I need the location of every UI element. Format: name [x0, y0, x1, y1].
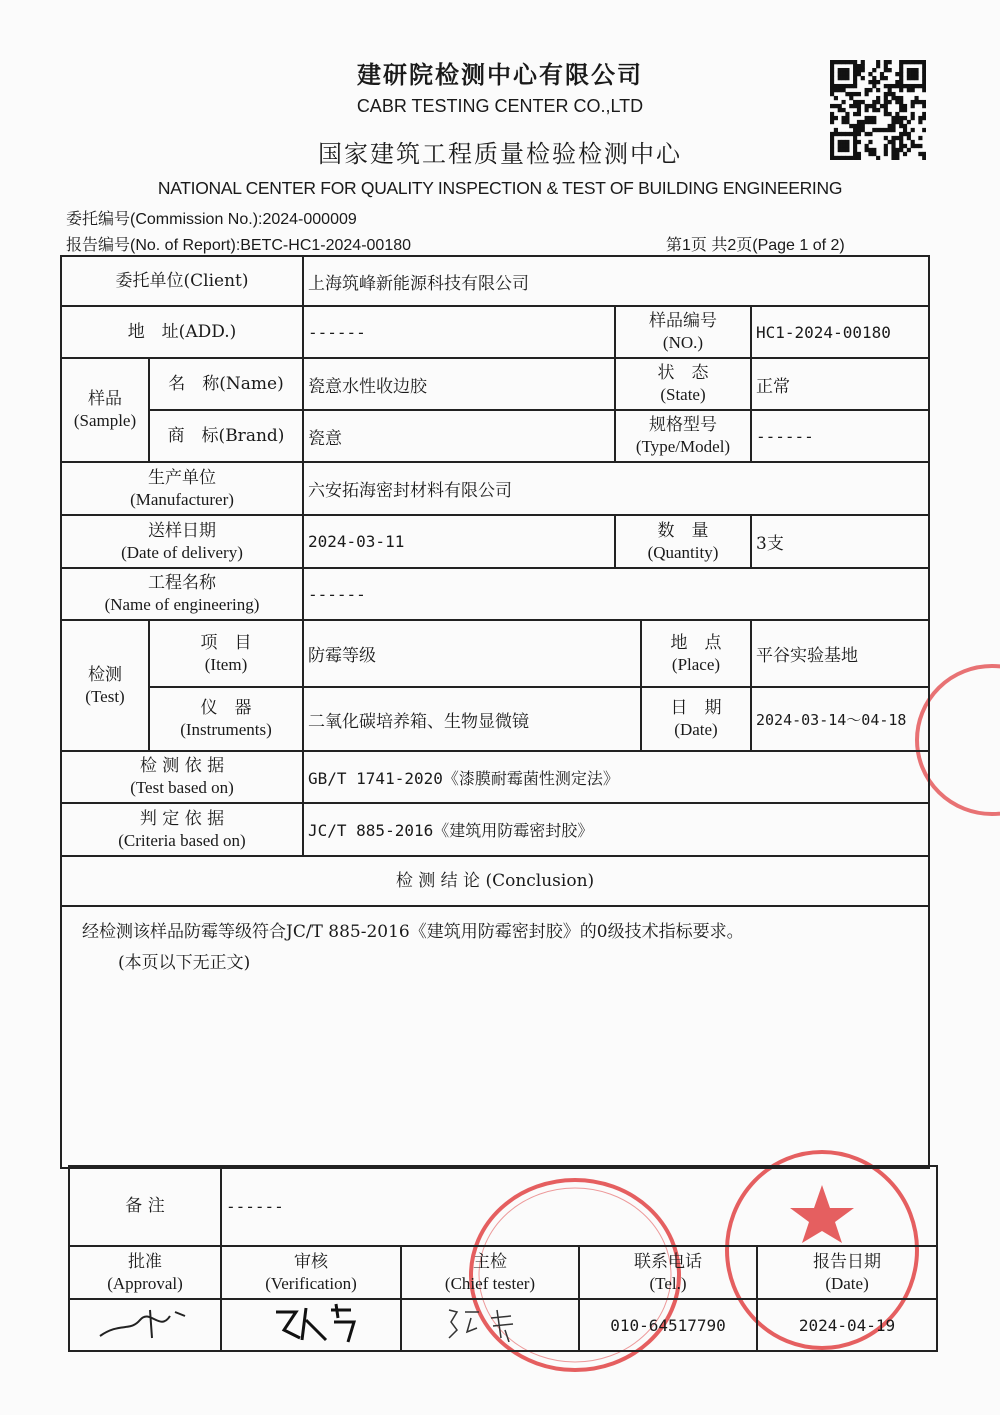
qr-module — [891, 124, 895, 128]
qr-module — [861, 120, 865, 124]
place-label-en: (Place) — [671, 654, 721, 674]
qr-module — [834, 128, 838, 132]
verification-label: 审核 — [294, 1251, 328, 1272]
item-value: 防霉等级 — [303, 620, 641, 687]
quantity-value: 3支 — [751, 515, 929, 568]
tel-label: 联系电话 — [634, 1251, 702, 1272]
approval-label: 批准 — [128, 1251, 162, 1272]
engineering-label-en: (Name of engineering) — [104, 595, 260, 614]
approval-label-en: (Approval) — [107, 1273, 183, 1293]
sample-no-value: HC1-2024-00180 — [751, 306, 929, 358]
report-table — [60, 255, 930, 1169]
manufacturer-label-en: (Manufacturer) — [130, 489, 234, 509]
criteria-label: 判 定 依 据 — [139, 808, 225, 829]
qr-module — [918, 120, 922, 124]
tel-value: 010-64517790 — [579, 1299, 757, 1351]
report-date-label: 报告日期 — [813, 1251, 882, 1272]
quantity-label: 数 量 — [657, 520, 709, 541]
item-label-en: (Item) — [204, 654, 248, 674]
basis-label: 检 测 依 据 — [139, 756, 225, 776]
place-label: 地 点 — [670, 632, 722, 653]
page-number: 第1页 共2页(Page 1 of 2) — [666, 237, 845, 254]
chief-tester-signature-icon — [435, 1302, 545, 1342]
report-date-label-en: (Date) — [825, 1273, 869, 1293]
instruments-value: 二氧化碳培养箱、生物显微镜 — [303, 687, 641, 751]
sample-no-label-en: (NO.) — [662, 333, 704, 352]
qr-module — [888, 128, 892, 132]
qr-module — [865, 120, 869, 124]
qr-module — [857, 120, 861, 124]
qr-module — [899, 120, 903, 124]
qr-module — [891, 128, 895, 132]
qr-module — [868, 120, 872, 124]
approval-signature-icon — [90, 1302, 200, 1342]
test-label-en: (Test) — [85, 686, 125, 706]
place-value: 平谷实验基地 — [751, 620, 929, 687]
state-label-en: (State) — [660, 385, 706, 404]
qr-module — [907, 120, 911, 124]
item-label: 项 目 — [200, 632, 252, 653]
qr-module — [830, 120, 834, 124]
conclusion-label: 检 测 结 论 (Conclusion) — [61, 856, 929, 906]
name-label: 名 称(Name) — [149, 358, 303, 410]
qr-module — [880, 128, 884, 132]
brand-value: 瓷意 — [303, 410, 615, 462]
criteria-label-en: (Criteria based on) — [118, 830, 246, 850]
sample-no-label: 样品编号 — [649, 311, 717, 331]
engineering-value: ------ — [303, 568, 929, 620]
state-label: 状 态 — [657, 363, 709, 383]
client-value: 上海筑峰新能源科技有限公司 — [303, 256, 929, 306]
qr-module — [861, 128, 865, 132]
org-name-cn: 建研院检测中心有限公司 — [357, 60, 643, 89]
chief-tester-label: 主检 — [473, 1251, 507, 1272]
delivery-label: 送样日期 — [148, 520, 216, 541]
qr-module — [903, 124, 907, 128]
delivery-label-en: (Date of delivery) — [121, 542, 243, 562]
state-value: 正常 — [751, 358, 929, 410]
tel-label-en: (Tel.) — [649, 1273, 687, 1293]
qr-module — [853, 124, 857, 128]
engineering-label: 工程名称 — [148, 573, 216, 593]
center-name-cn: 国家建筑工程质量检验检测中心 — [318, 140, 682, 168]
manufacturer-label: 生产单位 — [148, 467, 216, 488]
quantity-label-en: (Quantity) — [647, 542, 719, 562]
instruments-label-en: (Instruments) — [180, 720, 272, 739]
conclusion-text: 经检测该样品防霉等级符合JC/T 885-2016《建筑用防霉密封胶》的0级技术指标要求。 — [82, 922, 744, 942]
address-label: 地 址(ADD.) — [61, 306, 303, 358]
report-date-value: 2024-04-19 — [757, 1299, 937, 1351]
qr-module — [884, 128, 888, 132]
test-label: 检测 — [88, 664, 122, 685]
qr-module — [891, 120, 895, 124]
date-label: 日 期 — [670, 698, 722, 718]
remarks-value: ------ — [221, 1166, 937, 1246]
qr-module — [899, 124, 903, 128]
signature-table — [68, 1165, 938, 1352]
qr-module — [842, 120, 846, 124]
sample-label: 样品 — [88, 389, 122, 409]
delivery-value: 2024-03-11 — [303, 515, 615, 568]
qr-module — [857, 128, 861, 132]
verification-label-en: (Verification) — [265, 1273, 357, 1293]
qr-module — [872, 128, 876, 132]
chief-tester-label-en: (Chief tester) — [444, 1273, 536, 1293]
org-name-en: CABR TESTING CENTER CO.,LTD — [356, 96, 644, 116]
brand-label: 商 标(Brand) — [149, 410, 303, 462]
verification-signature-icon — [256, 1300, 366, 1344]
remarks-label: 备 注 — [69, 1166, 221, 1246]
qr-module — [888, 124, 892, 128]
qr-module — [922, 128, 926, 132]
model-label: 规格型号 — [649, 415, 717, 435]
criteria-value: JC/T 885-2016《建筑用防霉密封胶》 — [303, 803, 929, 856]
conclusion-note: (本页以下无正文) — [118, 953, 251, 973]
client-label: 委托单位(Client) — [61, 256, 303, 306]
report-number: 报告编号(No. of Report):BETC-HC1-2024-00180 — [66, 237, 412, 254]
commission-number: 委托编号(Commission No.):2024-000009 — [66, 211, 357, 228]
model-value: ------ — [751, 410, 929, 462]
center-name-en: NATIONAL CENTER FOR QUALITY INSPECTION & TEST OF BUILDING ENGINEERING — [157, 178, 843, 198]
date-label-en: (Date) — [674, 720, 718, 739]
qr-module — [895, 120, 899, 124]
manufacturer-value: 六安拓海密封材料有限公司 — [303, 462, 929, 515]
basis-value: GB/T 1741-2020《漆膜耐霉菌性测定法》 — [303, 751, 929, 803]
qr-module — [857, 124, 861, 128]
name-value: 瓷意水性收边胶 — [303, 358, 615, 410]
basis-label-en: (Test based on) — [130, 778, 234, 797]
model-label-en: (Type/Model) — [635, 437, 731, 456]
qr-module — [845, 120, 849, 124]
qr-module — [911, 128, 915, 132]
qr-module — [853, 128, 857, 132]
qr-module — [872, 120, 876, 124]
qr-module — [861, 124, 865, 128]
date-value: 2024-03-14～04-18 — [751, 687, 929, 751]
instruments-label: 仪 器 — [200, 698, 252, 718]
address-value: ------ — [303, 306, 615, 358]
sample-label-en: (Sample) — [73, 411, 137, 430]
qr-module — [903, 128, 907, 132]
qr-module — [849, 124, 853, 128]
qr-module — [876, 128, 880, 132]
